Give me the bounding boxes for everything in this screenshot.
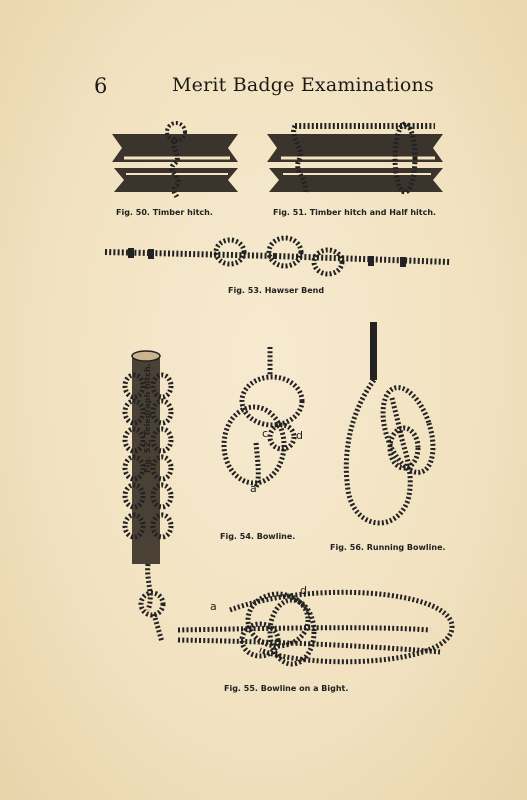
label-d: d — [300, 584, 307, 597]
timber-and-half-hitch-illustration — [265, 118, 450, 198]
figure-caption: Fig. 54. Bowline. — [220, 532, 296, 541]
label-c: c — [262, 427, 269, 440]
label-d: d — [296, 429, 303, 442]
figure-running-bowline — [330, 320, 460, 560]
figure-timber-hitch — [110, 118, 245, 217]
label-a: a — [210, 600, 217, 613]
timber-hitch-illustration — [110, 118, 245, 198]
figure-caption: Fig. 52. Telegraph hitch. — [143, 363, 152, 473]
bowline-illustration — [210, 345, 320, 505]
page-header — [94, 74, 487, 98]
figure-caption: Fig. 55. Bowline on a Bight. — [224, 684, 349, 693]
figure-bowline — [210, 345, 320, 545]
figure-bowline-on-a-bight — [170, 580, 460, 700]
figure-caption: Fig. 51. Timber hitch and Half hitch. — [273, 208, 437, 217]
figure-caption: Fig. 56. Running Bowline. — [330, 543, 446, 552]
figure-caption: Fig. 53. Hawser Bend — [228, 286, 325, 295]
figure-hawser-bend — [100, 232, 455, 295]
figure-timber-and-half-hitch — [265, 118, 450, 217]
page-number: 6 — [94, 74, 108, 98]
page-title: Merit Badge Examinations — [172, 74, 434, 96]
bowline-on-a-bight-illustration — [170, 580, 460, 680]
running-bowline-illustration — [330, 320, 460, 540]
label-a: a — [250, 482, 257, 495]
figure-caption: Fig. 50. Timber hitch. — [116, 208, 213, 217]
hawser-bend-illustration — [100, 232, 455, 276]
